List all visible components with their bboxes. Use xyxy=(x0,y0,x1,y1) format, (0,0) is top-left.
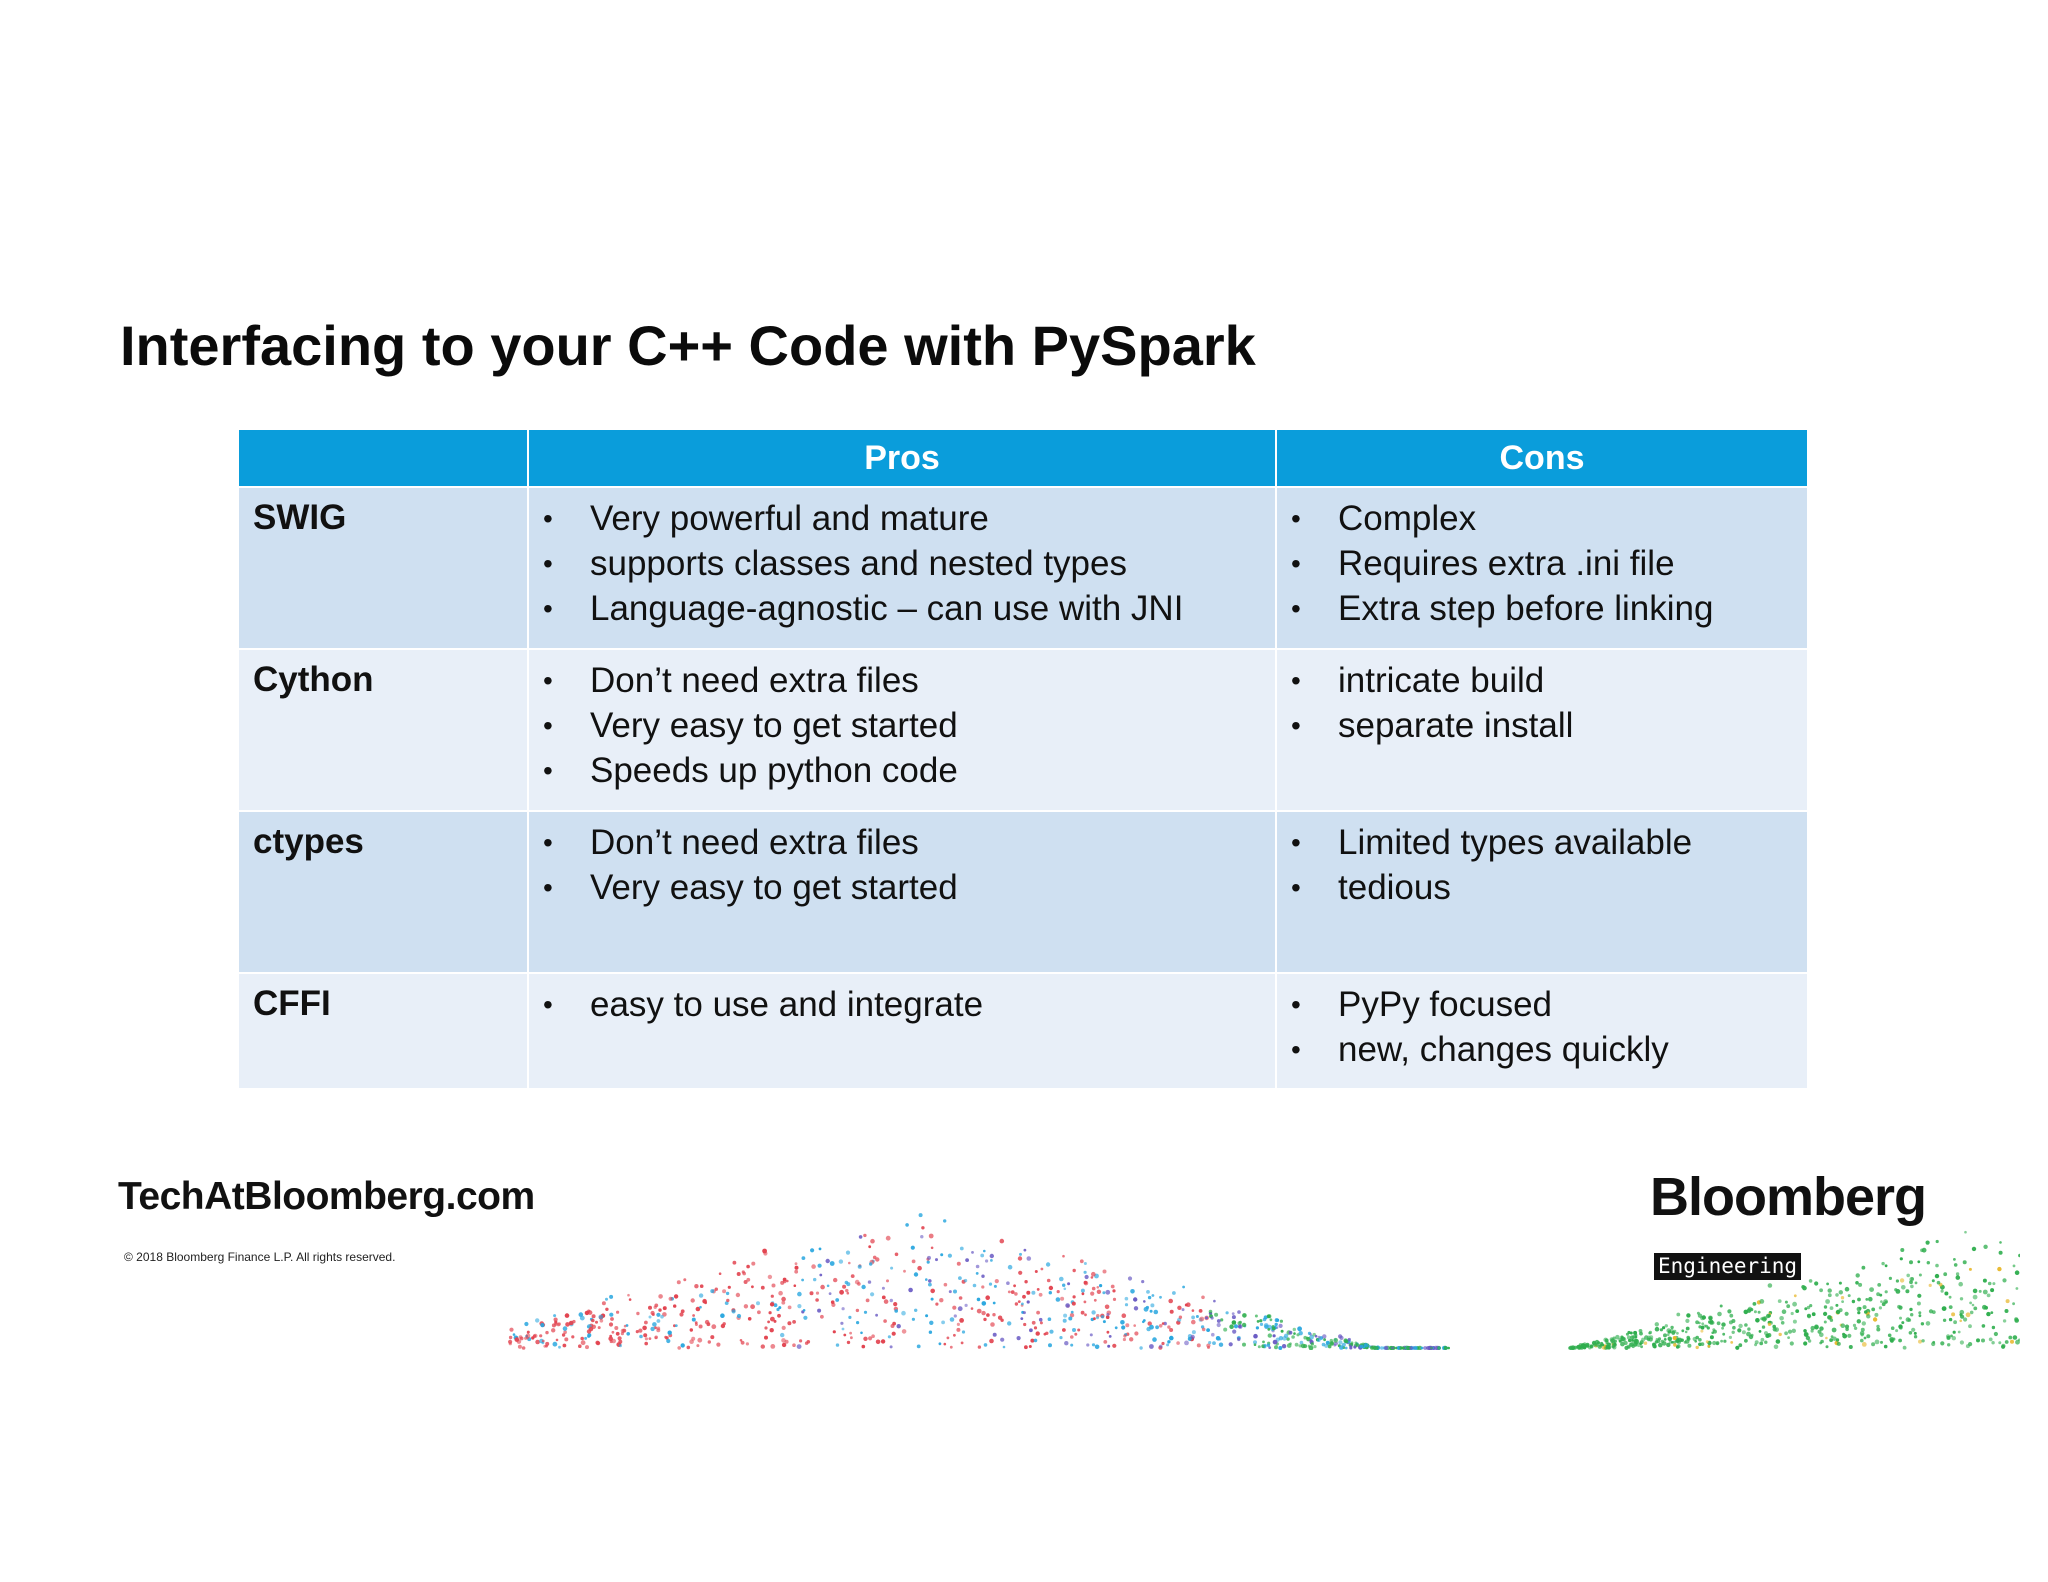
pros-list xyxy=(529,974,1275,1027)
list-item: • Don’t need extra files xyxy=(529,820,1275,865)
cons-list xyxy=(1277,650,1807,748)
header-cons: Cons xyxy=(1276,429,1808,487)
list-item: • new, changes quickly xyxy=(1277,1027,1807,1072)
bullet-icon: • xyxy=(1291,548,1301,579)
list-item: • easy to use and integrate xyxy=(529,982,1275,1027)
row-name: Cython xyxy=(238,649,528,811)
list-item: • PyPy focused xyxy=(1277,982,1807,1027)
list-item: • Limited types available xyxy=(1277,820,1807,865)
footer-copyright: © 2018 Bloomberg Finance L.P. All rights reserved. xyxy=(124,1250,396,1264)
list-item: • Language-agnostic – can use with JNI xyxy=(529,586,1275,631)
list-item: • Very powerful and mature xyxy=(529,496,1275,541)
pros-cell xyxy=(528,487,1276,649)
bullet-icon: • xyxy=(1291,827,1301,858)
cons-list xyxy=(1277,974,1807,1072)
comparison-table xyxy=(237,428,1809,1090)
list-item: • Very easy to get started xyxy=(529,703,1275,748)
cons-cell xyxy=(1276,811,1808,973)
table-row-ctypes xyxy=(238,811,1808,973)
bullet-icon: • xyxy=(543,872,553,903)
list-item: • intricate build xyxy=(1277,658,1807,703)
bullet-icon: • xyxy=(1291,989,1301,1020)
pros-cell xyxy=(528,649,1276,811)
list-item: • separate install xyxy=(1277,703,1807,748)
table-row-cffi xyxy=(238,973,1808,1089)
bullet-icon: • xyxy=(543,755,553,786)
footer-site-logo: TechAtBloomberg.com xyxy=(118,1175,535,1218)
list-item: • supports classes and nested types xyxy=(529,541,1275,586)
bullet-icon: • xyxy=(543,548,553,579)
bullet-icon: • xyxy=(543,593,553,624)
row-name: CFFI xyxy=(238,973,528,1089)
engineering-badge: Engineering xyxy=(1654,1253,1801,1280)
list-item: • Very easy to get started xyxy=(529,865,1275,910)
bloomberg-logo: Bloomberg xyxy=(1650,1167,1927,1227)
list-item: • Extra step before linking xyxy=(1277,586,1807,631)
table-row-swig xyxy=(238,487,1808,649)
bullet-icon: • xyxy=(1291,503,1301,534)
header-pros: Pros xyxy=(528,429,1276,487)
bullet-icon: • xyxy=(543,827,553,858)
cons-cell xyxy=(1276,973,1808,1089)
bullet-icon: • xyxy=(1291,1034,1301,1065)
bullet-icon: • xyxy=(1291,710,1301,741)
row-name: ctypes xyxy=(238,811,528,973)
header-empty-cell xyxy=(238,429,528,487)
list-item: • Requires extra .ini file xyxy=(1277,541,1807,586)
list-item: • Speeds up python code xyxy=(529,748,1275,793)
cons-cell xyxy=(1276,649,1808,811)
pros-cell xyxy=(528,973,1276,1089)
pros-list xyxy=(529,650,1275,793)
row-name: SWIG xyxy=(238,487,528,649)
bullet-icon: • xyxy=(543,665,553,696)
bullet-icon: • xyxy=(543,989,553,1020)
bullet-icon: • xyxy=(1291,665,1301,696)
pros-list xyxy=(529,488,1275,631)
list-item: • Don’t need extra files xyxy=(529,658,1275,703)
pros-list xyxy=(529,812,1275,910)
bullet-icon: • xyxy=(1291,593,1301,624)
bullet-icon: • xyxy=(543,710,553,741)
pros-cell xyxy=(528,811,1276,973)
cons-list xyxy=(1277,812,1807,910)
list-item: • Complex xyxy=(1277,496,1807,541)
slide-title: Interfacing to your C++ Code with PySpark xyxy=(120,314,1256,377)
cons-cell xyxy=(1276,487,1808,649)
table-header-row xyxy=(238,429,1808,487)
list-item: • tedious xyxy=(1277,865,1807,910)
table-row-cython xyxy=(238,649,1808,811)
bullet-icon: • xyxy=(543,503,553,534)
bullet-icon: • xyxy=(1291,872,1301,903)
cons-list xyxy=(1277,488,1807,631)
